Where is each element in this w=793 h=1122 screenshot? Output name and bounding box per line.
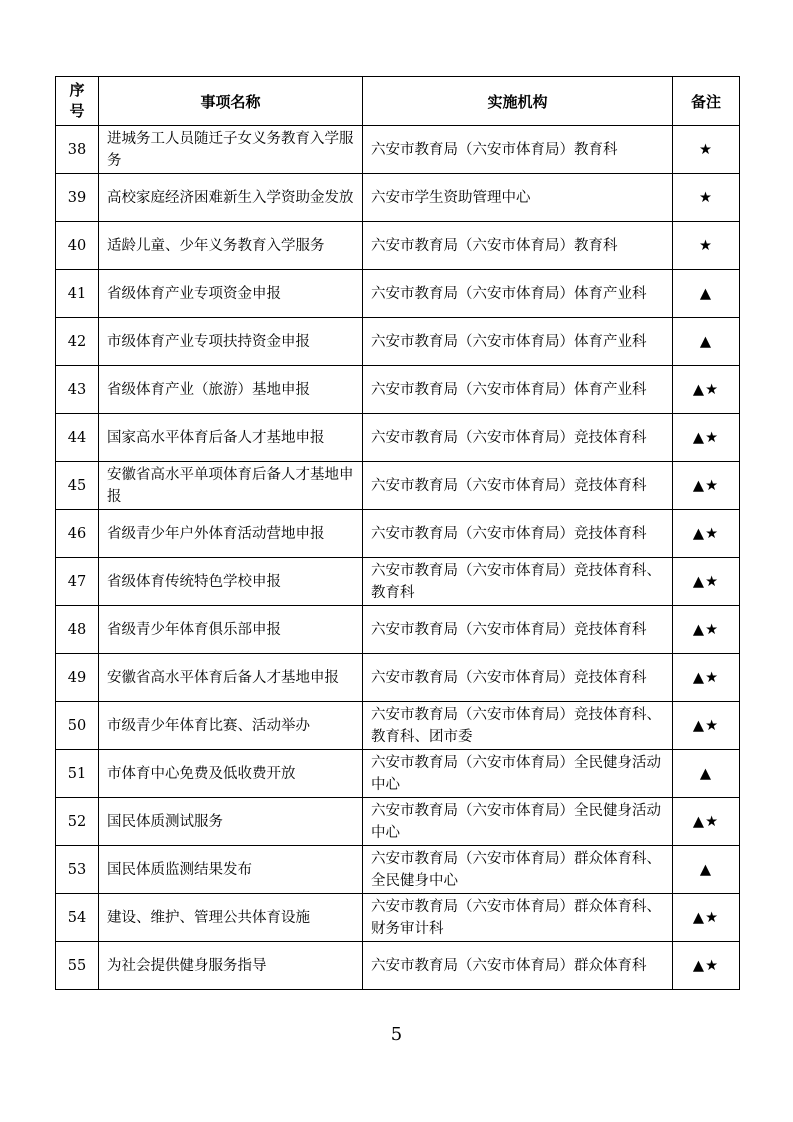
remark-symbols: ▲★ (673, 366, 740, 414)
implementing-agency: 六安市教育局（六安市体育局）竞技体育科、教育科、团市委 (363, 702, 673, 750)
item-name: 高校家庭经济困难新生入学资助金发放 (99, 174, 363, 222)
row-number: 47 (56, 558, 99, 606)
implementing-agency: 六安市教育局（六安市体育局）全民健身活动中心 (363, 798, 673, 846)
implementing-agency: 六安市教育局（六安市体育局）体育产业科 (363, 318, 673, 366)
implementing-agency: 六安市教育局（六安市体育局）教育科 (363, 222, 673, 270)
row-number: 42 (56, 318, 99, 366)
remark-symbols: ★ (673, 126, 740, 174)
table-row (56, 174, 740, 222)
remark-symbols: ▲★ (673, 894, 740, 942)
remark-symbols: ▲★ (673, 462, 740, 510)
implementing-agency: 六安市教育局（六安市体育局）竞技体育科 (363, 462, 673, 510)
row-number: 54 (56, 894, 99, 942)
header-remarks: 备注 (673, 77, 740, 126)
header-row (56, 77, 740, 126)
row-number: 43 (56, 366, 99, 414)
item-name: 进城务工人员随迁子女义务教育入学服务 (99, 126, 363, 174)
remark-symbols: ▲★ (673, 414, 740, 462)
row-number: 50 (56, 702, 99, 750)
remark-symbols: ▲ (673, 750, 740, 798)
remark-symbols: ★ (673, 222, 740, 270)
item-name: 市体育中心免费及低收费开放 (99, 750, 363, 798)
implementing-agency: 六安市学生资助管理中心 (363, 174, 673, 222)
row-number: 40 (56, 222, 99, 270)
remark-symbols: ▲★ (673, 654, 740, 702)
remark-symbols: ▲★ (673, 798, 740, 846)
implementing-agency: 六安市教育局（六安市体育局）竞技体育科 (363, 654, 673, 702)
item-name: 市级青少年体育比赛、活动举办 (99, 702, 363, 750)
implementing-agency: 六安市教育局（六安市体育局）体育产业科 (363, 270, 673, 318)
implementing-agency: 六安市教育局（六安市体育局）群众体育科 (363, 942, 673, 990)
table-row (56, 846, 740, 894)
remark-symbols: ▲ (673, 270, 740, 318)
table-row (56, 462, 740, 510)
table-row (56, 126, 740, 174)
remark-symbols: ▲★ (673, 558, 740, 606)
table-row (56, 270, 740, 318)
table-row (56, 366, 740, 414)
item-name: 国民体质测试服务 (99, 798, 363, 846)
header-seq (56, 77, 99, 126)
implementing-agency: 六安市教育局（六安市体育局）群众体育科、财务审计科 (363, 894, 673, 942)
item-name: 安徽省高水平体育后备人才基地申报 (99, 654, 363, 702)
item-name: 国家高水平体育后备人才基地申报 (99, 414, 363, 462)
implementing-agency: 六安市教育局（六安市体育局）竞技体育科 (363, 510, 673, 558)
row-number: 49 (56, 654, 99, 702)
item-name: 为社会提供健身服务指导 (99, 942, 363, 990)
row-number: 38 (56, 126, 99, 174)
item-name: 市级体育产业专项扶持资金申报 (99, 318, 363, 366)
remark-symbols: ▲ (673, 318, 740, 366)
page-number: 5 (390, 1024, 403, 1045)
table-row (56, 510, 740, 558)
remark-symbols: ▲ (673, 846, 740, 894)
row-number: 55 (56, 942, 99, 990)
remark-symbols: ▲★ (673, 510, 740, 558)
row-number: 52 (56, 798, 99, 846)
item-name: 省级体育产业（旅游）基地申报 (99, 366, 363, 414)
implementing-agency: 六安市教育局（六安市体育局）群众体育科、全民健身中心 (363, 846, 673, 894)
header-seq-line2: 号 (69, 102, 85, 120)
row-number: 39 (56, 174, 99, 222)
implementing-agency: 六安市教育局（六安市体育局）教育科 (363, 126, 673, 174)
header-implementing-agency: 实施机构 (363, 77, 673, 126)
table-row (56, 750, 740, 798)
header-item-name: 事项名称 (99, 77, 363, 126)
implementing-agency: 六安市教育局（六安市体育局）竞技体育科 (363, 606, 673, 654)
table-row (56, 414, 740, 462)
implementing-agency: 六安市教育局（六安市体育局）竞技体育科、教育科 (363, 558, 673, 606)
table-row (56, 606, 740, 654)
table-row (56, 222, 740, 270)
implementing-agency: 六安市教育局（六安市体育局）全民健身活动中心 (363, 750, 673, 798)
item-name: 省级体育产业专项资金申报 (99, 270, 363, 318)
remark-symbols: ▲★ (673, 942, 740, 990)
item-name: 建设、维护、管理公共体育设施 (99, 894, 363, 942)
row-number: 44 (56, 414, 99, 462)
services-table (55, 76, 740, 990)
implementing-agency: 六安市教育局（六安市体育局）竞技体育科 (363, 414, 673, 462)
table-row (56, 558, 740, 606)
table-row (56, 894, 740, 942)
implementing-agency: 六安市教育局（六安市体育局）体育产业科 (363, 366, 673, 414)
table-row (56, 798, 740, 846)
item-name: 省级体育传统特色学校申报 (99, 558, 363, 606)
table-row (56, 942, 740, 990)
table-body (56, 126, 740, 990)
remark-symbols: ▲★ (673, 606, 740, 654)
item-name: 安徽省高水平单项体育后备人才基地申报 (99, 462, 363, 510)
item-name: 省级青少年户外体育活动营地申报 (99, 510, 363, 558)
table-row (56, 702, 740, 750)
row-number: 41 (56, 270, 99, 318)
remark-symbols: ★ (673, 174, 740, 222)
item-name: 国民体质监测结果发布 (99, 846, 363, 894)
remark-symbols: ▲★ (673, 702, 740, 750)
item-name: 省级青少年体育俱乐部申报 (99, 606, 363, 654)
row-number: 53 (56, 846, 99, 894)
row-number: 51 (56, 750, 99, 798)
row-number: 45 (56, 462, 99, 510)
header-seq-line1: 序 (69, 81, 85, 99)
item-name: 适龄儿童、少年义务教育入学服务 (99, 222, 363, 270)
table-row (56, 318, 740, 366)
row-number: 48 (56, 606, 99, 654)
table-row (56, 654, 740, 702)
row-number: 46 (56, 510, 99, 558)
